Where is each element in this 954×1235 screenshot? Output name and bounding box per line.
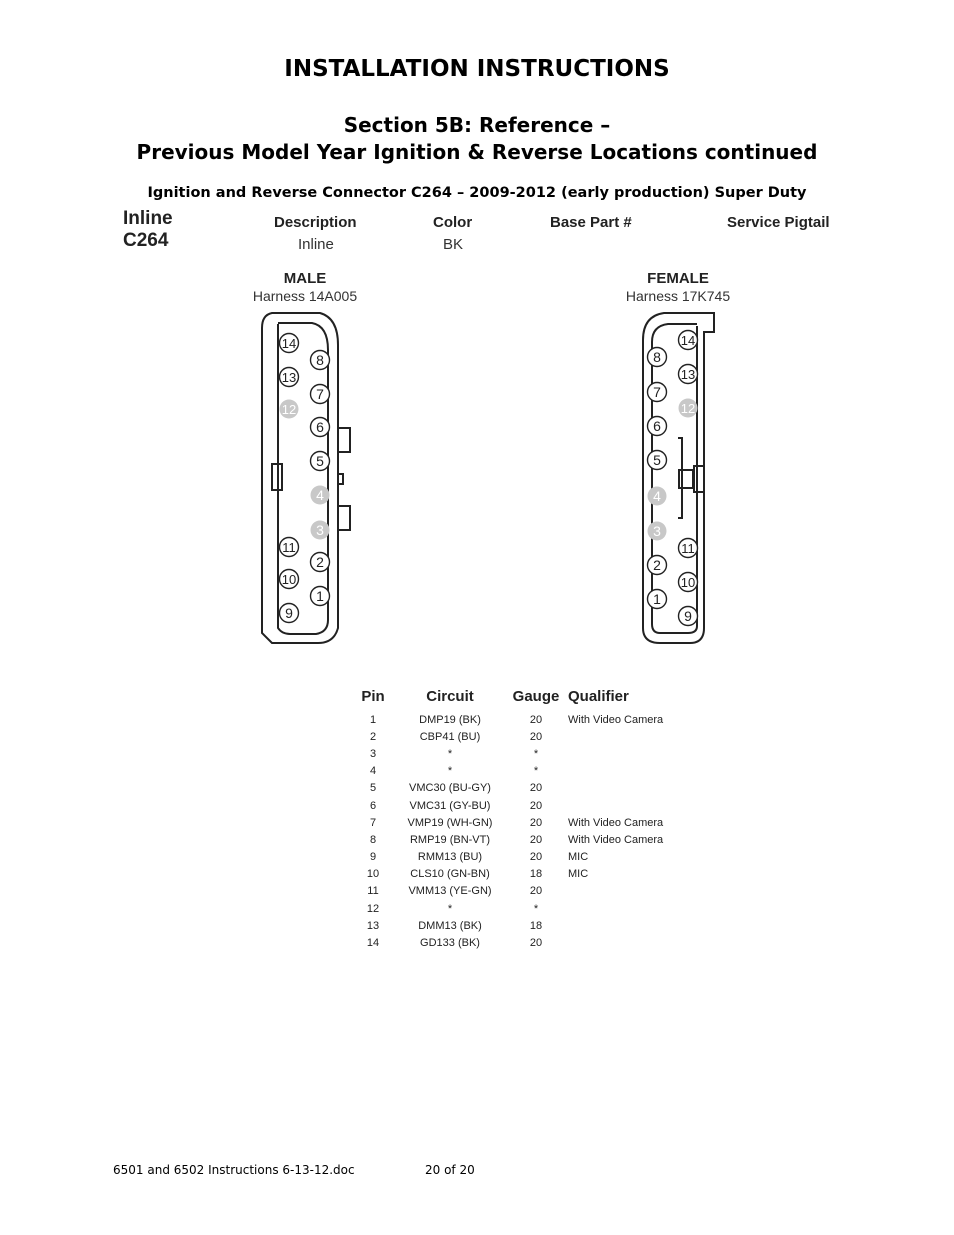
pin-cell: 14	[366, 937, 380, 950]
qualifier-cell: MIC	[568, 868, 589, 881]
pin-cell: 13	[366, 919, 380, 932]
pin-header: Pin	[361, 688, 385, 705]
pin-label: 13	[680, 367, 696, 382]
pin-label: 8	[316, 352, 324, 368]
pin-label: 6	[316, 419, 324, 435]
pin-label: 13	[281, 370, 297, 385]
section-subheading: Previous Model Year Ignition & Reverse Locations continued	[136, 140, 818, 164]
pin-label: 5	[316, 453, 324, 469]
circuit-cell: CBP41 (BU)	[419, 730, 481, 743]
pin-label: 3	[316, 522, 324, 538]
gauge-cell: 20	[529, 937, 543, 950]
description-value: Inline	[298, 236, 334, 253]
gauge-cell: 20	[529, 782, 543, 795]
pin-label: 7	[653, 384, 661, 400]
table-row	[356, 711, 698, 728]
pin-table	[356, 688, 698, 952]
base-part-header: Base Part #	[550, 214, 632, 231]
pin-cell: 11	[367, 885, 379, 898]
gauge-cell: 18	[529, 919, 543, 932]
qualifier-cell	[562, 797, 698, 814]
pin-label: 1	[316, 588, 324, 604]
pin-cell: 1	[369, 713, 377, 726]
male-label: MALE	[283, 270, 327, 287]
qualifier-cell: MIC	[568, 851, 589, 864]
pin-cell: 12	[366, 902, 380, 915]
pin-cell: 3	[369, 747, 377, 760]
pin-label: 6	[653, 418, 661, 434]
qualifier-cell: With Video Camera	[568, 713, 664, 726]
gauge-cell: 20	[529, 799, 543, 812]
table-row	[356, 814, 698, 831]
pin-label: 3	[653, 523, 661, 539]
pin-label: 11	[282, 540, 296, 555]
circuit-cell: VMC30 (BU-GY)	[409, 782, 491, 795]
gauge-cell: *	[533, 765, 539, 778]
description-header: Description	[274, 214, 357, 231]
circuit-cell: CLS10 (GN-BN)	[410, 868, 490, 881]
table-row	[356, 849, 698, 866]
color-header: Color	[433, 214, 473, 231]
circuit-header: Circuit	[426, 688, 474, 705]
pin-cell: 10	[366, 868, 380, 881]
pin-label: 7	[316, 386, 324, 402]
pin-cell: 8	[369, 833, 377, 846]
gauge-cell: *	[533, 747, 539, 760]
pin-cell: 9	[369, 851, 377, 864]
qualifier-cell	[562, 900, 698, 917]
pin-label: 10	[281, 572, 297, 587]
qualifier-header: Qualifier	[568, 688, 629, 705]
circuit-cell: DMM13 (BK)	[418, 919, 482, 932]
circuit-cell: *	[447, 747, 453, 760]
table-row	[356, 780, 698, 797]
pin-label: 12	[680, 401, 696, 416]
pin-cell: 4	[369, 765, 377, 778]
pin-cell: 6	[369, 799, 377, 812]
qualifier-cell: With Video Camera	[568, 816, 664, 829]
section-heading: Section 5B: Reference –	[343, 113, 611, 137]
qualifier-cell	[562, 934, 698, 951]
table-row	[356, 917, 698, 934]
female-pin-group	[648, 331, 698, 626]
pin-label: 11	[681, 541, 695, 556]
female-harness: Harness 17K745	[625, 288, 731, 304]
pin-label: 1	[653, 591, 661, 607]
circuit-cell: *	[447, 765, 453, 778]
pin-table-header	[356, 688, 698, 711]
pin-label: 9	[684, 608, 692, 624]
pin-label: 8	[653, 349, 661, 365]
pin-label: 10	[680, 575, 696, 590]
circuit-cell: GD133 (BK)	[420, 937, 480, 950]
pin-label: 14	[281, 336, 297, 351]
footer-document-name: 6501 and 6502 Instructions 6-13-12.doc	[113, 1163, 355, 1177]
table-row	[356, 745, 698, 762]
pin-label: 2	[653, 557, 661, 573]
color-value: BK	[443, 236, 464, 253]
qualifier-cell	[562, 917, 698, 934]
connector-label-line2: C264	[123, 230, 169, 251]
footer-page-number: 20 of 20	[425, 1163, 475, 1177]
table-row	[356, 866, 698, 883]
pin-label: 4	[653, 488, 661, 504]
male-harness: Harness 14A005	[252, 288, 358, 304]
gauge-cell: 20	[529, 730, 543, 743]
circuit-cell: VMP19 (WH-GN)	[407, 816, 493, 829]
pin-label: 4	[316, 487, 324, 503]
female-label: FEMALE	[647, 270, 709, 287]
male-pin-group	[280, 334, 330, 623]
table-row	[356, 831, 698, 848]
circuit-cell: DMP19 (BK)	[419, 713, 481, 726]
connector-label-line1: Inline	[123, 208, 173, 229]
circuit-cell: RMP19 (BN-VT)	[409, 833, 491, 846]
pin-cell: 2	[369, 730, 377, 743]
page-title: INSTALLATION INSTRUCTIONS	[284, 56, 670, 82]
gauge-cell: 20	[529, 851, 543, 864]
service-pigtail-header: Service Pigtail	[727, 214, 830, 231]
qualifier-cell: With Video Camera	[568, 833, 664, 846]
gauge-cell: 20	[529, 816, 543, 829]
table-row	[356, 728, 698, 745]
gauge-header: Gauge	[512, 688, 560, 705]
pin-cell: 7	[369, 816, 377, 829]
pin-label: 9	[285, 605, 293, 621]
table-row	[356, 797, 698, 814]
qualifier-cell	[562, 745, 698, 762]
connector-title: Ignition and Reverse Connector C264 – 2009-2012 (early production) Super Duty	[147, 185, 807, 201]
pin-label: 14	[680, 333, 696, 348]
gauge-cell: 20	[529, 833, 543, 846]
gauge-cell: 20	[529, 713, 543, 726]
male-connector-outline	[262, 313, 350, 643]
pin-cell: 5	[369, 782, 377, 795]
table-row	[356, 934, 698, 951]
pin-label: 2	[316, 554, 324, 570]
gauge-cell: *	[533, 902, 539, 915]
table-row	[356, 900, 698, 917]
circuit-cell: *	[447, 902, 453, 915]
gauge-cell: 20	[529, 885, 543, 898]
circuit-cell: VMC31 (GY-BU)	[409, 799, 491, 812]
qualifier-cell	[562, 883, 698, 900]
qualifier-cell	[562, 763, 698, 780]
circuit-cell: VMM13 (YE-GN)	[408, 885, 492, 898]
gauge-cell: 18	[529, 868, 543, 881]
table-row	[356, 883, 698, 900]
qualifier-cell	[562, 780, 698, 797]
pin-label: 12	[281, 402, 297, 417]
qualifier-cell	[562, 728, 698, 745]
table-row	[356, 763, 698, 780]
circuit-cell: RMM13 (BU)	[417, 851, 483, 864]
pin-label: 5	[653, 452, 661, 468]
